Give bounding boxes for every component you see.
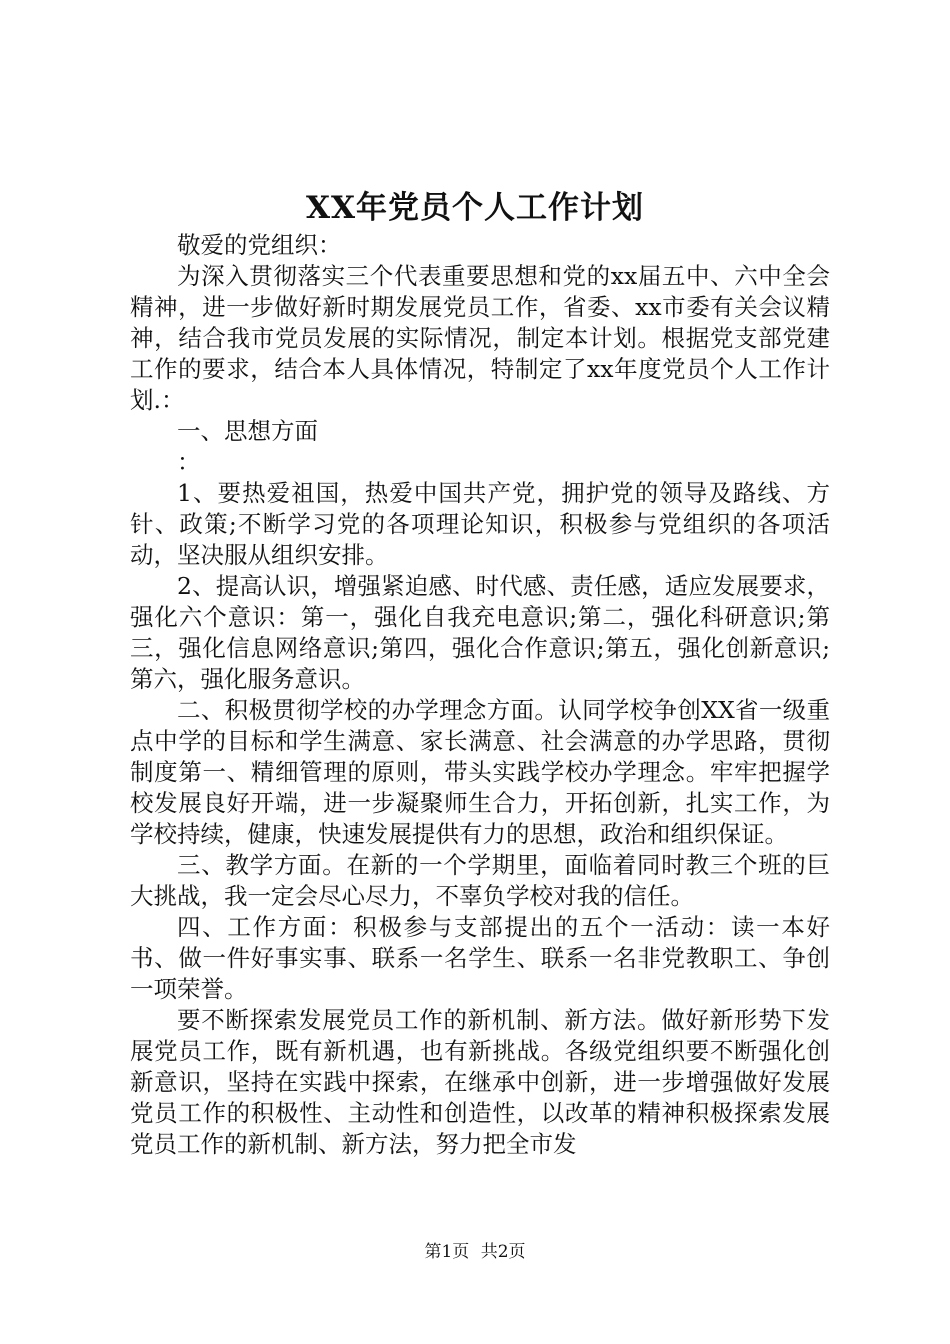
paragraph-item-2: 2、提高认识，增强紧迫感、时代感、责任感，适应发展要求，强化六个意识：第一，强化自我充电意识;第二，强化科研意识;第三，强化信息网络意识;第四，强化合作意识;第五，强化创新意识;第六，强化服务意识。: [130, 572, 830, 693]
intro-paragraph: 为深入贯彻落实三个代表重要思想和党的xx届五中、六中全会精神，进一步做好新时期发展党员工作，省委、xx市委有关会议精神，结合我市党员发展的实际情况，制定本计划。根据党支部党建工作的要求，结合本人具体情况，特制定了xx年度党员个人工作计划.：: [130, 262, 830, 414]
document-body: [130, 230, 830, 1160]
paragraph-section-2: 二、积极贯彻学校的办学理念方面。认同学校争创XX省一级重点中学的目标和学生满意、家长满意、社会满意的办学思路，贯彻制度第一、精细管理的原则，带头实践学校办学理念。牢牢把握学校发展良好开端，进一步凝聚师生合力，开拓创新，扎实工作，为学校持续，健康，快速发展提供有力的思想，政治和组织保证。: [130, 696, 830, 848]
paragraph-mechanism: 要不断探索发展党员工作的新机制、新方法。做好新形势下发展党员工作，既有新机遇，也有新挑战。各级党组织要不断强化创新意识，坚持在实践中探索，在继承中创新，进一步增强做好发展党员工作的积极性、主动性和创造性，以改革的精神积极探索发展党员工作的新机制、新方法，努力把全市发: [130, 1006, 830, 1158]
paragraph-section-3: 三、教学方面。在新的一个学期里，面临着同时教三个班的巨大挑战，我一定会尽心尽力，不辜负学校对我的信任。: [130, 851, 830, 910]
page-number: 第1页: [424, 1242, 470, 1262]
page-footer: [0, 1240, 950, 1264]
section-heading-thought: 一、思想方面: [177, 417, 318, 445]
paragraph-item-1: 1、要热爱祖国，热爱中国共产党，拥护党的领导及路线、方针、政策;不断学习党的各项理论知识，积极参与党组织的各项活动，坚决服从组织安排。: [130, 479, 830, 569]
page-total: 共2页: [480, 1242, 526, 1262]
paragraph-section-4: 四、工作方面：积极参与支部提出的五个一活动：读一本好书、做一件好事实事、联系一名学生、联系一名非党教职工、争创一项荣誉。: [130, 913, 830, 1003]
colon-line: ：: [177, 448, 201, 476]
salutation: 敬爱的党组织：: [177, 231, 342, 259]
document-title: XX年党员个人工作计划: [305, 190, 645, 226]
